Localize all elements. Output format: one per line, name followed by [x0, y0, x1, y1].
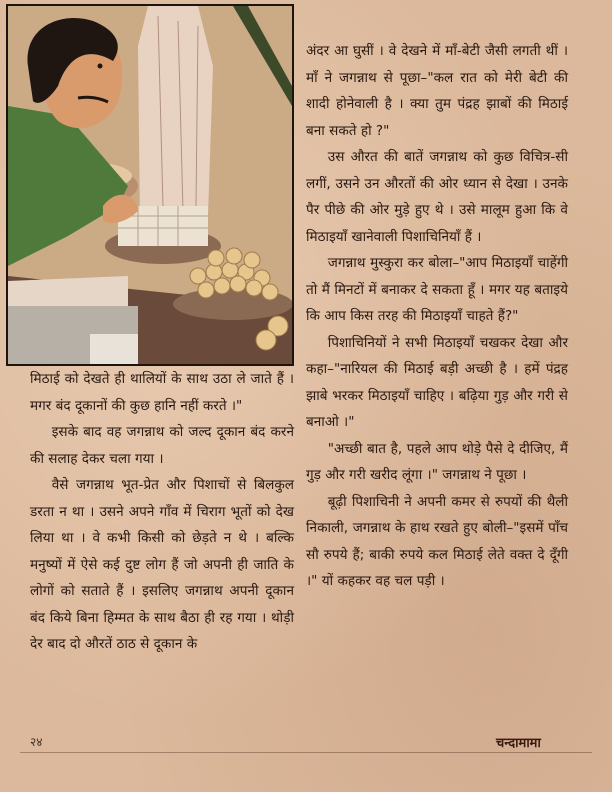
- right-column-text: [306, 38, 568, 595]
- left-column-text: [30, 366, 294, 658]
- left-para-1: मिठाई को देखते ही थालियों के साथ उठा ले जाते हैं । मगर बंद दूकानों की कुछ हानि नहीं करते ।": [30, 371, 294, 414]
- right-para-6: बूढ़ी पिशाचिनी ने अपनी कमर से रुपयों की थैली निकाली, जगन्नाथ के हाथ रखते हुए बोली–"इसमें पाँच सौ रुपये हैं; बाकी रुपये कल मिठाई लेते वक्त दे दूँगी ।" यों कहकर वह चल पड़ी ।: [306, 493, 568, 589]
- left-para-2: इसके बाद वह जगन्नाथ को जल्द दूकान बंद करने की सलाह देकर चला गया ।: [30, 424, 294, 467]
- right-para-2: उस औरत की बातें जगन्नाथ को कुछ विचित्र-सी लगीं, उसने उन औरतों की ओर ध्यान से देखा । उनके पैर पीछे की ओर मुड़े हुए थे । उसे मालूम हुआ कि वे मिठाइयाँ खानेवाली पिशाचिनियाँ हैं ।: [306, 149, 568, 245]
- page-number: २४: [30, 735, 43, 749]
- left-para-3: वैसे जगन्नाथ भूत-प्रेत और पिशाचों से बिलकुल डरता न था । उसने अपने गाँव में चिराग भूतों को देख लिया था । वे कभी किसी को छेड़ते न थे । बल्कि मनुष्यों में ऐसे कई दुष्ट लोग हैं जो अपनी ही जाति के लोगों को सताते हैं । इसलिए जगन्नाथ अपनी दूकान बंद किये बिना हिम्मत के साथ बैठा ही रह गया । थोड़ी देर बाद दो औरतें ठाठ से दूकान के: [30, 477, 294, 652]
- right-para-1: अंदर आ घुसीं । वे देखने में माँ-बेटी जैसी लगती थीं । माँ ने जगन्नाथ से पूछा–"कल रात को मेरी बेटी की शादी होनेवाली है । क्या तुम पंद्रह झाबों की मिठाई बना सकते हो ?": [306, 43, 568, 139]
- right-para-4: पिशाचिनियों ने सभी मिठाइयाँ चखकर देखा और कहा–"नारियल की मिठाई बड़ी अच्छी है । हमें पंद्रह झाबे भरकर मिठाइयाँ चाहिए । बढ़िया गुड़ और गरी से बनाओ ।": [306, 334, 568, 430]
- illustration-drawing: [8, 6, 292, 364]
- right-para-5: "अच्छी बात है, पहले आप थोड़े पैसे दे दीजिए, मैं गुड़ और गरी खरीद लूंगा ।" जगन्नाथ ने पूछा ।: [306, 440, 568, 483]
- footer-rule: [20, 752, 592, 753]
- story-illustration: [6, 4, 294, 366]
- right-para-3: जगन्नाथ मुस्कुरा कर बोला–"आप मिठाइयाँ चाहेंगी तो मैं मिनटों में बनाकर दे सकता हूँ । मगर यह बताइये कि आप किस तरह की मिठाइयाँ चाहते हैं?": [306, 255, 568, 324]
- magazine-title: चन्दामामा: [496, 736, 541, 751]
